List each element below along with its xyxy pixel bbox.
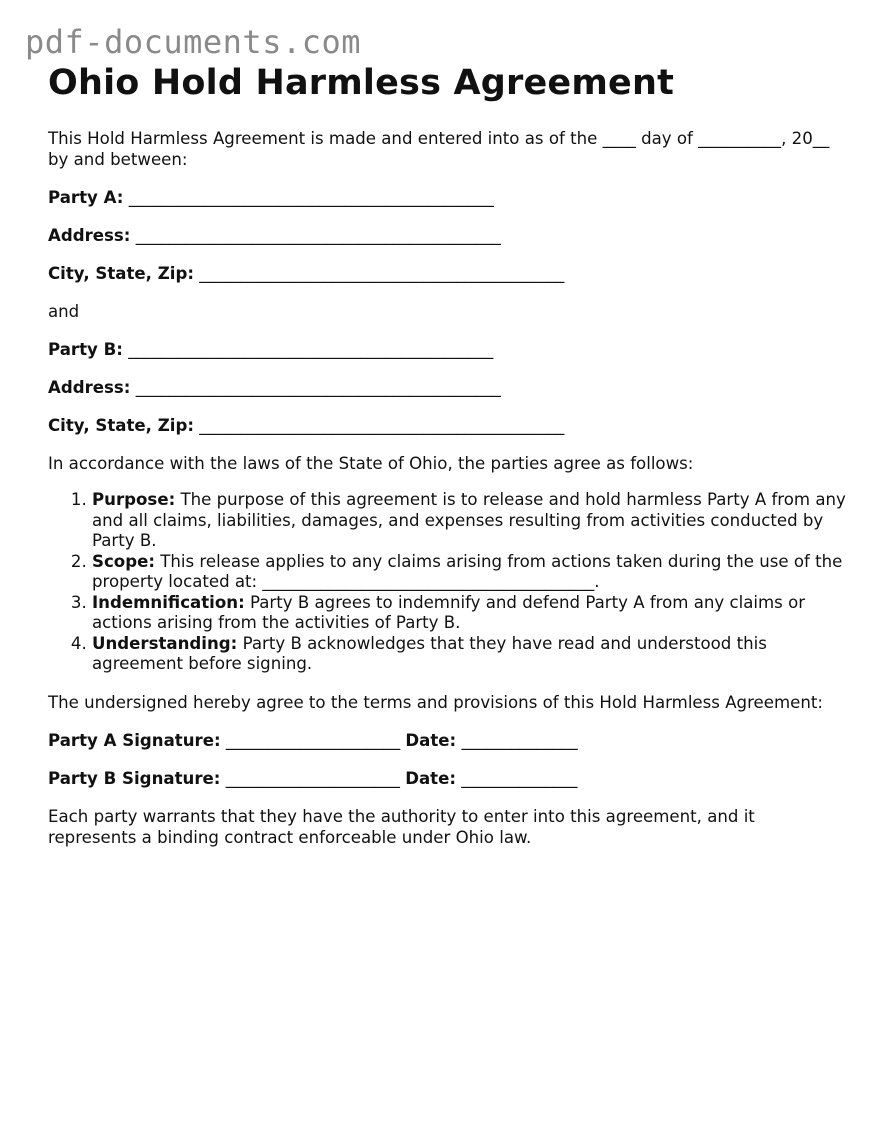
final-paragraph: Each party warrants that they have the authority to enter into this agreement, and it represents a binding contract enforceable under Ohio law.	[48, 806, 755, 847]
terms-lead: In accordance with the laws of the State of Ohio, the parties agree as follows:	[48, 454, 694, 473]
party-b-address-label: Address:	[48, 378, 131, 397]
party-b-signature-line	[48, 768, 848, 789]
term-label: Understanding:	[92, 633, 238, 653]
party-a-city-blank[interactable]: ____________________________________________	[199, 264, 565, 283]
party-a-name-blank[interactable]: ____________________________________________	[128, 188, 494, 207]
party-a-address-field	[48, 225, 848, 246]
party-b-name-blank[interactable]: ____________________________________________	[128, 340, 494, 359]
party-b-date-label: Date:	[405, 768, 456, 788]
term-label: Scope:	[92, 551, 155, 571]
party-a-name-label: Party A:	[48, 188, 124, 207]
party-a-name-field	[48, 187, 848, 208]
party-a-signature-line	[48, 730, 848, 751]
party-b-signature-label: Party B Signature:	[48, 768, 221, 788]
party-b-name-label: Party B:	[48, 340, 123, 359]
term-label: Indemnification:	[92, 592, 245, 612]
party-a-signature-blank[interactable]: _____________________	[225, 730, 401, 750]
party-a-date-label: Date:	[405, 730, 457, 750]
terms-list	[48, 490, 848, 675]
party-b-signature-blank[interactable]: _____________________	[225, 768, 400, 788]
party-a-signature-label: Party A Signature:	[48, 730, 221, 750]
list-item	[92, 634, 848, 675]
term-label: Purpose:	[92, 490, 176, 509]
party-b-date-blank[interactable]: ______________	[461, 768, 578, 788]
party-a-city-label: City, State, Zip:	[48, 264, 194, 283]
intro-paragraph: This Hold Harmless Agreement is made and entered into as of the ____ day of __________, 20__ by and between:	[48, 129, 830, 169]
party-b-address-field	[48, 377, 848, 398]
party-a-date-blank[interactable]: ______________	[461, 730, 578, 750]
term-text: The purpose of this agreement is to release and hold harmless Party A from any and all claims, liabilities, damages, and expenses resulting from activities conducted by Party B.	[92, 490, 846, 550]
party-b-address-blank[interactable]: ____________________________________________	[135, 378, 501, 397]
term-text: Party B acknowledges that they have read and understood this agreement before signing.	[92, 633, 767, 673]
party-b-city-field	[48, 415, 848, 436]
list-item	[92, 593, 848, 634]
party-a-city-field	[48, 263, 848, 284]
party-b-city-blank[interactable]: ____________________________________________	[199, 416, 565, 435]
document-title: Ohio Hold Harmless Agreement	[48, 63, 675, 103]
watermark: pdf-documents.com	[25, 23, 362, 61]
and-text: and	[48, 302, 80, 321]
party-a-address-label: Address:	[48, 226, 131, 245]
closing-paragraph: The undersigned hereby agree to the terms and provisions of this Hold Harmless Agreement:	[48, 692, 823, 712]
document-body	[48, 62, 848, 848]
list-item	[92, 490, 848, 552]
party-b-name-field	[48, 339, 848, 360]
list-item	[92, 552, 848, 593]
party-b-city-label: City, State, Zip:	[48, 416, 194, 435]
party-a-address-blank[interactable]: ____________________________________________	[135, 226, 501, 245]
term-text: Party B agrees to indemnify and defend Party A from any claims or actions arising from the activities of Party B.	[92, 592, 806, 632]
term-text: This release applies to any claims arising from actions taken during the use of the property located at: ________________________________________.	[92, 551, 843, 591]
